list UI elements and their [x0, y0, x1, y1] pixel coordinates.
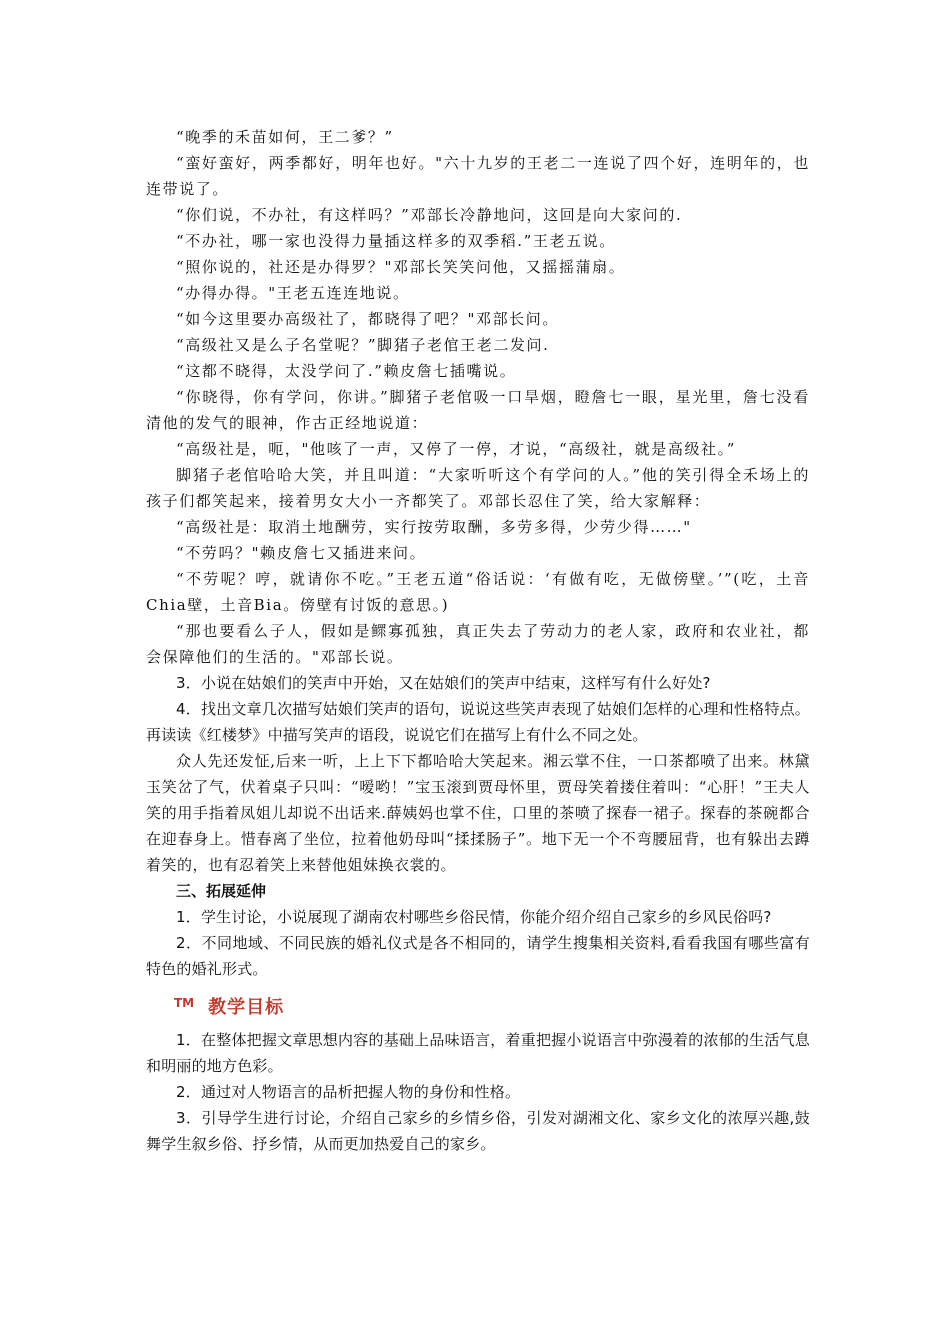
question-item: 3．小说在姑娘们的笑声中开始，又在姑娘们的笑声中结束，这样写有什么好处? [176, 674, 711, 692]
dialogue-line: “这都不晓得，太没学问了.”赖皮詹七插嘴说。 [176, 362, 517, 380]
dialogue-line: “晚季的禾苗如何，王二爹？” [176, 128, 394, 146]
trademark-mark: TM [174, 996, 195, 1010]
extension-item: 1．学生讨论，小说展现了湖南农村哪些乡俗民情，你能介绍介绍自己家乡的乡风民俗吗? [176, 908, 772, 926]
dialogue-line: “不劳吗？"赖皮詹七又插进来问。 [176, 544, 427, 562]
extension-item: 2．不同地域、不同民族的婚礼仪式是各不相同的，请学生搜集相关资料,看看我国有哪些富有特色的婚礼形式。 [146, 934, 810, 978]
section-extension [146, 878, 810, 982]
question-item: 4．找出文章几次描写姑娘们笑声的语句，说说这些笑声表现了姑娘们怎样的心理和性格特点。再读读《红楼梦》中描写笑声的语段，说说它们在描写上有什么不同之处。 [146, 700, 810, 744]
dialogue-line: “那也要看么子人，假如是鳏寡孤独，真正失去了劳动力的老人家，政府和农业社，都会保障他们的生活的。"邓部长说。 [146, 622, 810, 666]
dialogue-line: “蛮好蛮好，两季都好，明年也好。"六十九岁的王老二一连说了四个好，连明年的，也连带说了。 [146, 154, 810, 198]
dialogue-block [146, 124, 810, 670]
questions-block [146, 670, 810, 748]
objectives-header [146, 994, 810, 1023]
objectives-title: 教学目标 [208, 997, 285, 1018]
dialogue-line: “你们说，不办社，有这样吗？”邓部长冷静地问，这回是向大家问的. [176, 206, 683, 224]
section-heading: 三、拓展延伸 [176, 882, 267, 900]
dialogue-line: “办得办得。"王老五连连地说。 [176, 284, 410, 302]
dialogue-line: “高级社是：取消土地酬劳，实行按劳取酬，多劳多得，少劳少得……" [176, 518, 692, 536]
dialogue-line: “高级社是，呃，"他咳了一声，又停了一停，才说，“高级社，就是高级社。” [176, 440, 737, 458]
dialogue-line: “不办社，哪一家也没得力量插这样多的双季稻.”王老五说。 [176, 232, 616, 250]
dialogue-line: “照你说的，社还是办得罗？"邓部长笑笑问他，又摇摇蒲扇。 [176, 258, 626, 276]
dialogue-line: “高级社又是么子名堂呢？”脚猪子老倌王老二发问. [176, 336, 550, 354]
dialogue-line: “你晓得，你有学问，你讲。”脚猪子老倌吸一口旱烟，瞪詹七一眼，星光里，詹七没看清他的发气的眼神，作古正经地说道： [146, 388, 810, 432]
objectives-list [146, 1027, 810, 1157]
dialogue-line: “不劳呢？哼，就请你不吃。”王老五道“俗话说：‘有做有吃，无做傍壁。’”(吃，土音Chia壁，土音Bia。傍壁有讨饭的意思。) [146, 570, 810, 614]
dialogue-line: “如今这里要办高级社了，都晓得了吧？"邓部长问。 [176, 310, 559, 328]
objective-item: 1．在整体把握文章思想内容的基础上品味语言，着重把握小说语言中弥漫着的浓郁的生活气息和明丽的地方色彩。 [146, 1031, 810, 1075]
document-page [146, 124, 810, 1157]
hongloumeng-excerpt: 众人先还发怔,后来一听，上上下下都哈哈大笑起来。湘云掌不住，一口茶都喷了出来。林黛玉笑岔了气，伏着桌子只叫：“嗳哟！”宝玉滚到贾母怀里，贾母笑着搂住着叫：“心肝！”王夫人笑的用手指着凤姐儿却说不出话来.薛姨妈也掌不住，口里的茶喷了探春一裙子。探春的茶碗都合在迎春身上。惜春离了坐位，拉着他奶母叫“揉揉肠子”。地下无一个不弯腰屈背，也有躲出去蹲着笑的，也有忍着笑上来替他姐妹换衣裳的。 [146, 752, 810, 874]
dialogue-line: 脚猪子老倌哈哈大笑，并且叫道：“大家听听这个有学问的人。”他的笑引得全禾场上的孩子们都笑起来，接着男女大小一齐都笑了。邓部长忍住了笑，给大家解释： [146, 466, 810, 510]
objective-item: 3．引导学生进行讨论，介绍自己家乡的乡情乡俗，引发对湖湘文化、家乡文化的浓厚兴趣,鼓舞学生叙乡俗、抒乡情，从而更加热爱自己的家乡。 [146, 1109, 810, 1153]
objective-item: 2．通过对人物语言的品析把握人物的身份和性格。 [176, 1083, 521, 1101]
